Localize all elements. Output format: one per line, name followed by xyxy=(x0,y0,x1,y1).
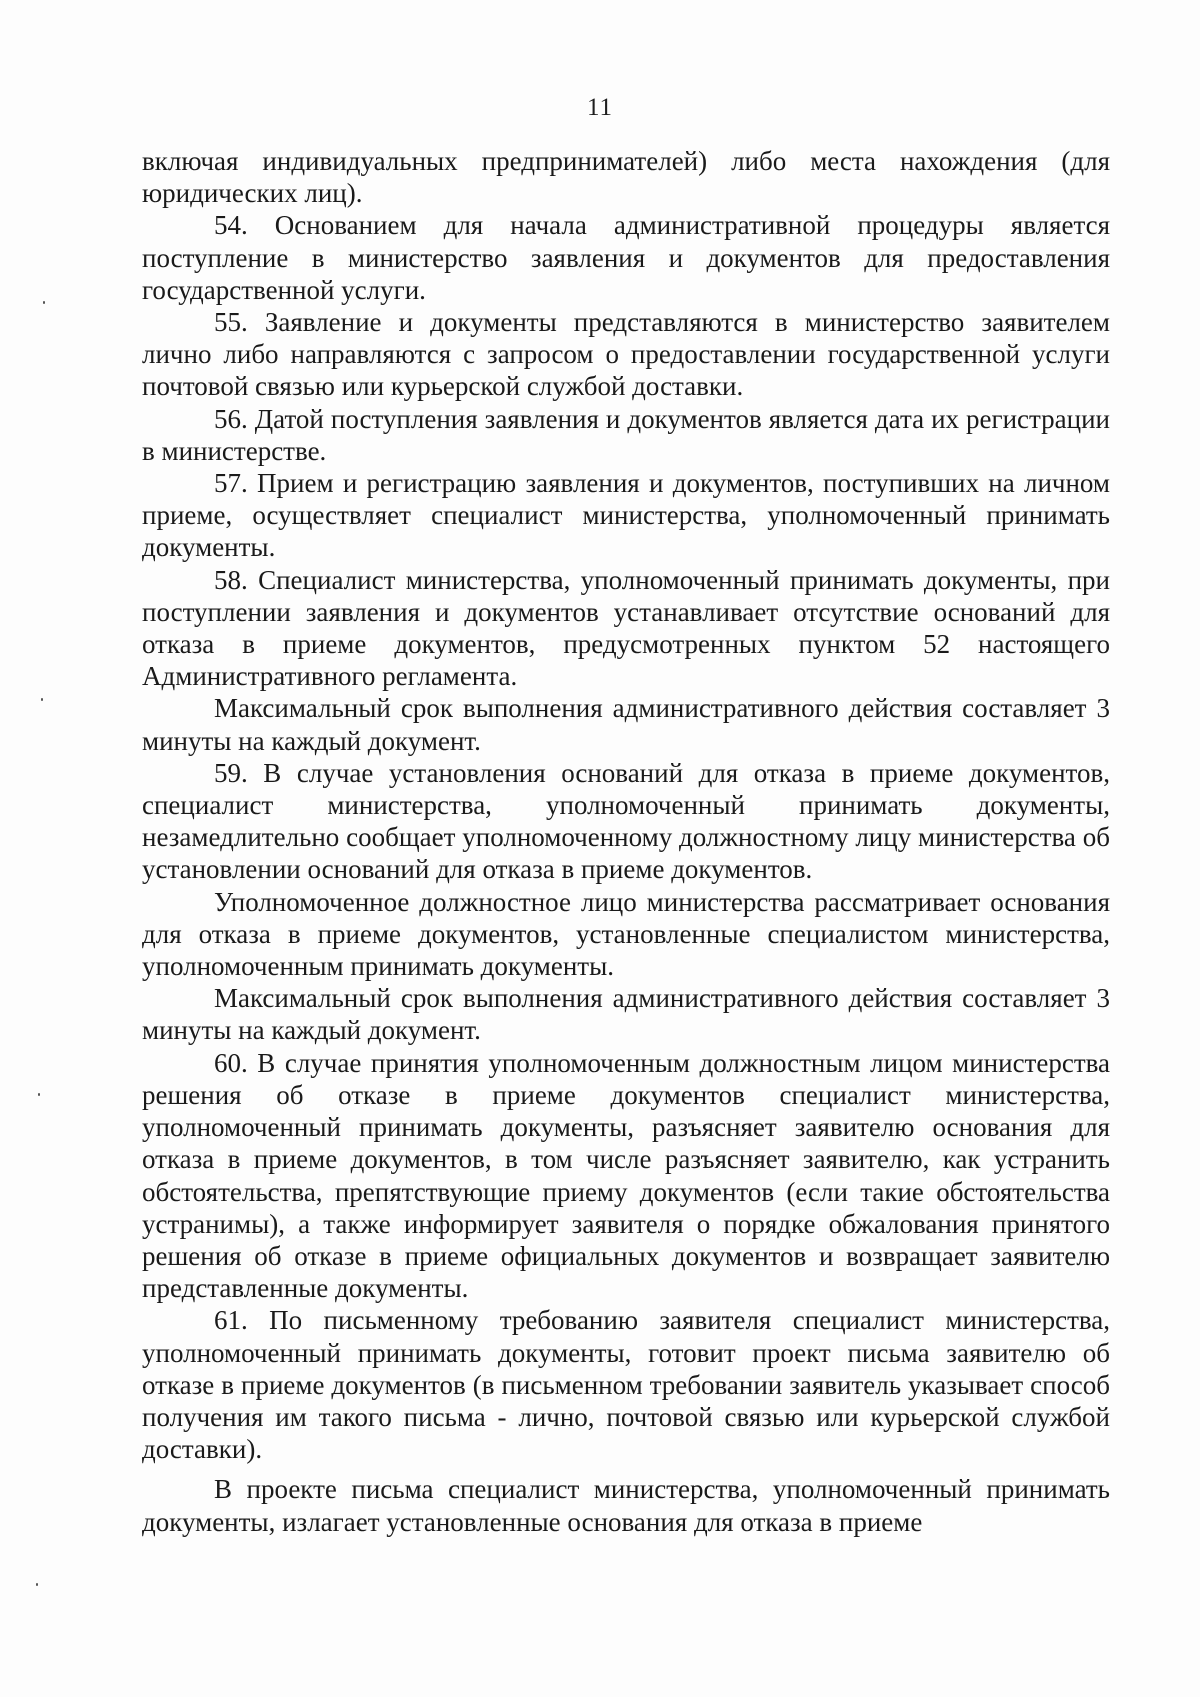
paragraph-authorized-official: Уполномоченное должностное лицо министерства рассматривает основания для отказа в приеме документов, установленные специалистом министерства, уполномоченным принимать документы. xyxy=(142,886,1110,982)
paragraph-item-56: 56. Датой поступления заявления и документов является дата их регистрации в министерстве. xyxy=(142,403,1110,466)
scan-speck xyxy=(41,698,43,701)
paragraph-letter-draft: В проекте письма специалист министерства, уполномоченный принимать документы, излагает установленные основания для отказа в приеме xyxy=(142,1474,1110,1537)
paragraph-item-59: 59. В случае установления оснований для отказа в приеме документов, специалист министерства, уполномоченный принимать документы, незамедлительно сообщает уполномоченному должностному лицу министерства об установлении оснований для отказа в приеме документов. xyxy=(142,757,1110,885)
paragraph-continuation: включая индивидуальных предпринимателей) либо места нахождения (для юридических лиц). xyxy=(142,146,1110,209)
document-body xyxy=(142,145,1110,1538)
page-number: 11 xyxy=(586,94,614,121)
paragraph-max-time-1: Максимальный срок выполнения административного действия составляет 3 минуты на каждый документ. xyxy=(142,693,1110,756)
paragraph-item-55: 55. Заявление и документы представляются в министерство заявителем лично либо направляются с запросом о предоставлении государственной услуги почтовой связью или курьерской службой доставки. xyxy=(142,307,1110,402)
scan-speck xyxy=(43,301,45,304)
scan-speck xyxy=(38,1093,40,1096)
paragraph-item-60: 60. В случае принятия уполномоченным должностным лицом министерства решения об отказе в приеме документов специалист министерства, уполномоченный принимать документы, разъясняет заявителю основания для отказа в приеме документов, в том числе разъясняет заявителю, как устранить обстоятельства, препятствующие приему документов (если такие обстоятельства устранимы), а также информирует заявителя о порядке обжалования принятого решения об отказе в приеме официальных документов и возвращает заявителю представленные документы. xyxy=(142,1047,1110,1304)
paragraph-item-54: 54. Основанием для начала административной процедуры является поступление в министерство заявления и документов для предоставления государственной услуги. xyxy=(142,210,1110,305)
paragraph-item-58: 58. Специалист министерства, уполномоченный принимать документы, при поступлении заявления и документов устанавливает отсутствие оснований для отказа в приеме документов, предусмотренных пунктом 52 настоящего Административного регламента. xyxy=(142,564,1110,692)
paragraph-max-time-2: Максимальный срок выполнения административного действия составляет 3 минуты на каждый документ. xyxy=(142,983,1110,1046)
paragraph-item-57: 57. Прием и регистрацию заявления и документов, поступивших на личном приеме, осуществляет специалист министерства, уполномоченный принимать документы. xyxy=(142,468,1110,563)
paragraph-item-61: 61. По письменному требованию заявителя специалист министерства, уполномоченный принимать документы, готовит проект письма заявителю об отказе в приеме документов (в письменном требовании заявитель указывает способ получения им такого письма - лично, почтовой связью или курьерской службой доставки). xyxy=(142,1305,1110,1465)
scan-speck xyxy=(36,1583,38,1586)
